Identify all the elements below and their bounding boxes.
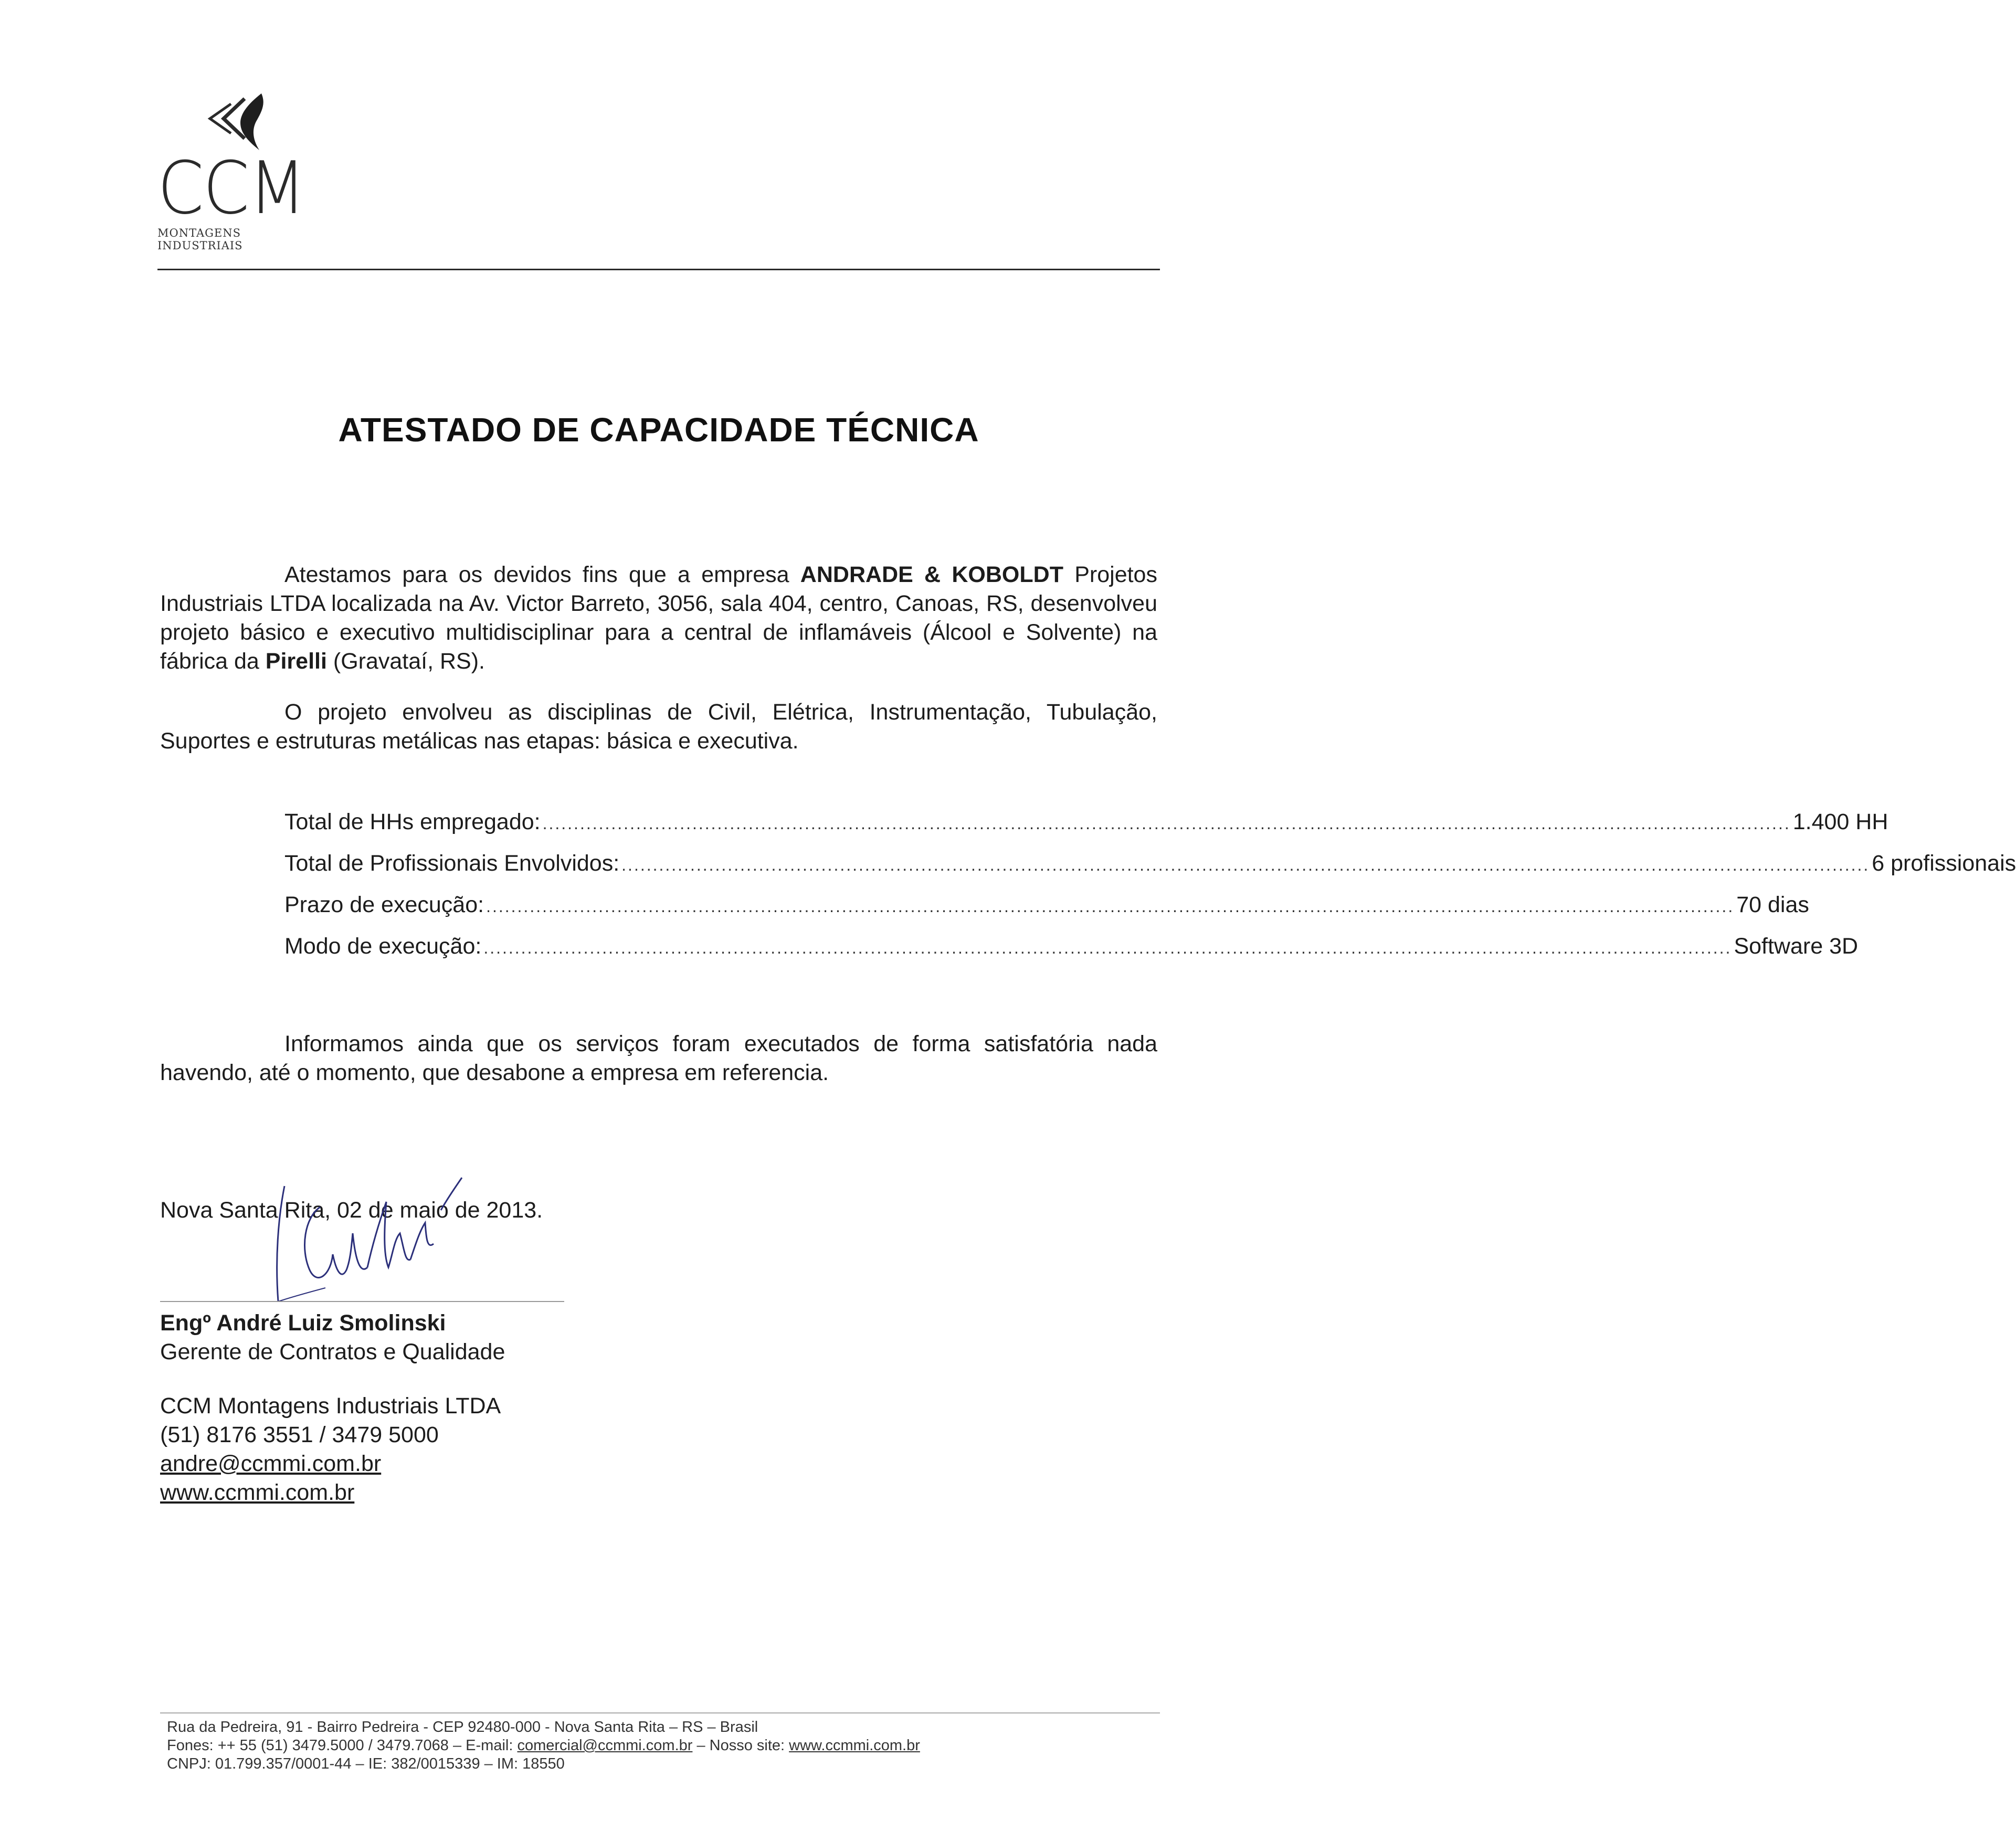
place-date: Nova Santa Rita, 02 de maio de 2013.	[160, 1198, 543, 1223]
contact-company: CCM Montagens Industriais LTDA	[160, 1393, 501, 1419]
paragraph-attestation	[160, 560, 1157, 676]
logo-wordmark: CCM	[157, 146, 305, 230]
spec-row	[284, 892, 1809, 934]
document-title: ATESTADO DE CAPACIDADE TÉCNICA	[338, 411, 979, 449]
spec-row	[284, 809, 1888, 851]
dot-leader: ........................................................................................................................................................................................................	[486, 897, 1735, 916]
footer-ids: CNPJ: 01.799.357/0001-44 – IE: 382/0015339 – IM: 18550	[167, 1755, 565, 1772]
spec-label: Prazo de execução:	[284, 892, 484, 917]
handwritten-signature	[262, 1170, 493, 1317]
footer-site-link[interactable]: www.ccmmi.com.br	[789, 1737, 920, 1754]
contact-block	[160, 1392, 501, 1507]
footer	[167, 1718, 920, 1773]
dot-leader: ........................................................................................................................................................................................................	[483, 938, 1732, 957]
contact-email-link[interactable]: andre@ccmmi.com.br	[160, 1451, 382, 1476]
dot-leader: ........................................................................................................................................................................................................	[542, 814, 1791, 833]
text-segment: (Gravataí, RS).	[326, 649, 485, 674]
spec-value: 6 profissionais	[1872, 851, 2016, 876]
contact-phones: (51) 8176 3551 / 3479 5000	[160, 1422, 439, 1447]
paragraph-disciplines-text: O projeto envolveu as disciplinas de Civil, Elétrica, Instrumentação, Tubulação, Suportes e estruturas metálicas nas etapas: básica e executiva.	[160, 700, 1157, 754]
spec-label: Total de Profissionais Envolvidos:	[284, 851, 620, 876]
contact-site-link[interactable]: www.ccmmi.com.br	[160, 1480, 355, 1505]
paragraph-conclusion	[160, 1030, 1157, 1087]
project-specs	[284, 809, 2016, 975]
logo-subtitle: MONTAGENS INDUSTRIAIS	[157, 227, 243, 252]
signature-line	[160, 1301, 564, 1302]
spec-label: Total de HHs empregado:	[284, 809, 541, 834]
client-name: Pirelli	[265, 649, 327, 674]
company-name: ANDRADE & KOBOLDT	[800, 562, 1063, 587]
footer-site-label: – Nosso site:	[692, 1737, 789, 1754]
paragraph-conclusion-text: Informamos ainda que os serviços foram executados de forma satisfatória nada havendo, até o momento, que desabone a empresa em referencia.	[160, 1031, 1157, 1085]
signer-name: Engº André Luiz Smolinski	[160, 1310, 446, 1336]
dot-leader: ........................................................................................................................................................................................................	[621, 855, 1870, 874]
footer-divider	[160, 1712, 1160, 1713]
text-segment: Atestamos para os devidos fins que a empresa	[284, 562, 800, 587]
letterhead-logo	[157, 89, 325, 252]
paragraph-disciplines	[160, 698, 1157, 756]
spec-value: Software 3D	[1734, 934, 1859, 959]
spec-label: Modo de execução:	[284, 934, 482, 959]
footer-phones: Fones: ++ 55 (51) 3479.5000 / 3479.7068 – E-mail:	[167, 1737, 518, 1754]
footer-address: Rua da Pedreira, 91 - Bairro Pedreira - CEP 92480-000 - Nova Santa Rita – RS – Brasil	[167, 1719, 758, 1736]
text-segment: Projetos Industriais LTDA localizada na Av. Victor Barreto, 3056, sala 404, centro, Canoas, RS, desenvolveu projeto básico e executivo multidisciplinar para a central de inflamáveis (Álcool e Solvente) na fábrica da	[160, 562, 1157, 674]
footer-email-link[interactable]: comercial@ccmmi.com.br	[517, 1737, 693, 1754]
signer-role: Gerente de Contratos e Qualidade	[160, 1339, 505, 1364]
header-divider	[157, 269, 1160, 270]
spec-value: 70 dias	[1736, 892, 1809, 917]
spec-value: 1.400 HH	[1792, 809, 1888, 834]
spec-row	[284, 851, 2016, 892]
spec-row	[284, 934, 1859, 975]
footer-contact-line	[167, 1737, 920, 1755]
signer-block	[160, 1309, 505, 1367]
